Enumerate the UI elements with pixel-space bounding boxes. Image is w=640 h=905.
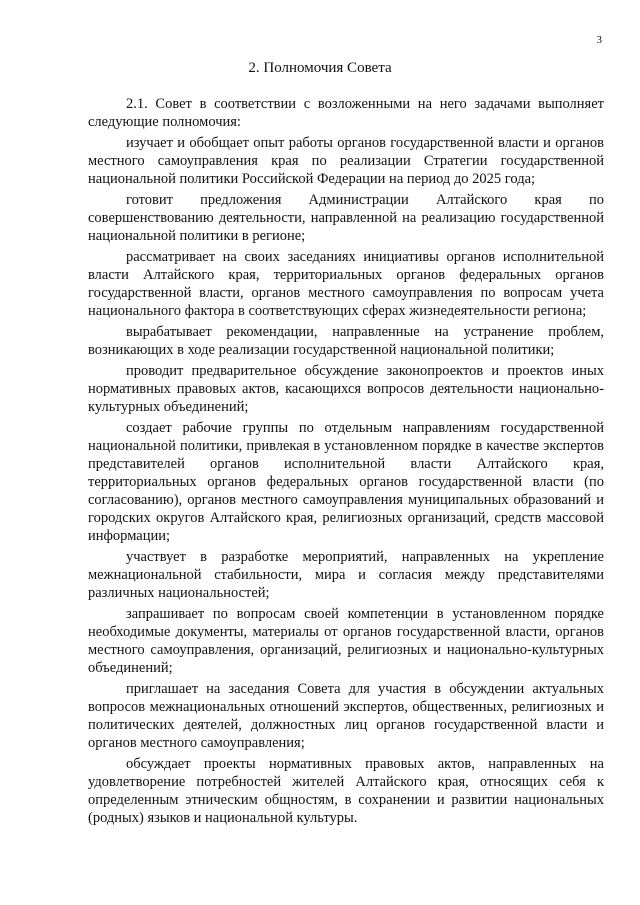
- paragraph-item: вырабатывает рекомендации, направленные на устранение проблем, возникающих в ходе реализации государственной национальной политики;: [88, 324, 604, 358]
- page-number: 3: [596, 34, 602, 46]
- paragraph-item: проводит предварительное обсуждение законопроектов и проектов иных нормативных правовых актов, касающихся вопросов деятельности национально-культурных объединений;: [88, 363, 604, 415]
- paragraph-item: рассматривает на своих заседаниях инициативы органов исполнительной власти Алтайского края, территориальных органов федеральных органов государственной власти, органов местного самоуправления по вопросам учета национального фактора в соответствующих сферах жизнедеятельности региона;: [88, 249, 604, 319]
- paragraph-intro: 2.1. Совет в соответствии с возложенными на него задачами выполняет следующие полномочия:: [88, 96, 604, 130]
- paragraph-item: готовит предложения Администрации Алтайского края по совершенствованию деятельности, направленной на реализацию государственной национальной политики в регионе;: [88, 192, 604, 244]
- paragraph-item: участвует в разработке мероприятий, направленных на укрепление межнациональной стабильности, мира и согласия между представителями различных национальностей;: [88, 549, 604, 601]
- section-title: 2. Полномочия Совета: [248, 60, 392, 76]
- paragraph-item: запрашивает по вопросам своей компетенции в установленном порядке необходимые документы, материалы от органов государственной власти, органов местного самоуправления, организаций, религиозных и национально-культурных объединений;: [88, 606, 604, 676]
- paragraph-item: изучает и обобщает опыт работы органов государственной власти и органов местного самоуправления края по реализации Стратегии государственной национальной политики Российской Федерации на период до 2025 года;: [88, 135, 604, 187]
- paragraph-item: приглашает на заседания Совета для участия в обсуждении актуальных вопросов межнациональных отношений экспертов, общественных, религиозных и политических деятелей, должностных лиц органов государственной власти и органов местного самоуправления;: [88, 681, 604, 751]
- paragraph-item: создает рабочие группы по отдельным направлениям государственной национальной политики, привлекая в установленном порядке в качестве экспертов представителей органов исполнительной власти Алтайского края, территориальных органов федеральных органов государственной власти (по согласованию), органов местного самоуправления муниципальных образований и городских округов Алтайского края, религиозных организаций, средств массовой информации;: [88, 420, 604, 544]
- document-body: [88, 95, 604, 830]
- paragraph-item: обсуждает проекты нормативных правовых актов, направленных на удовлетворение потребностей жителей Алтайского края, относящих себя к определенным этническим общностям, в сохранении и развитии национальных (родных) языков и национальной культуры.: [88, 756, 604, 826]
